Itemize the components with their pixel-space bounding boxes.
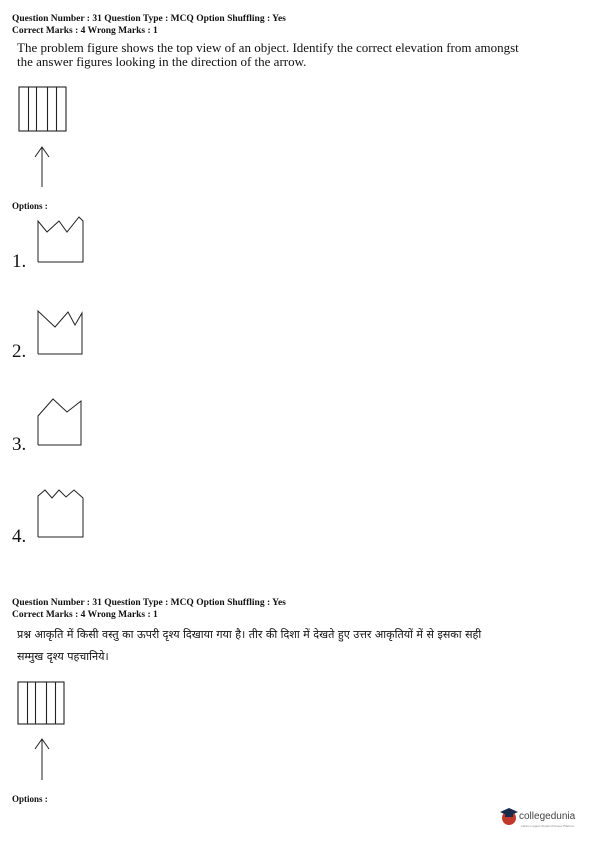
question-text-line1: The problem figure shows the top view of an object. Identify the correct elevation from amongst (17, 40, 519, 55)
question-meta-line2: Correct Marks : 4 Wrong Marks : 1 (12, 26, 158, 36)
logo-text: collegedunia (519, 811, 576, 822)
question-meta-line1: Question Number : 31 Question Type : MCQ Option Shuffling : Yes (12, 14, 286, 24)
question-meta-line1-hindi: Question Number : 31 Question Type : MCQ Option Shuffling : Yes (12, 598, 286, 608)
question-meta-line2-hindi: Correct Marks : 4 Wrong Marks : 1 (12, 610, 158, 620)
question-text-hindi-line1: प्रश्न आकृति में किसी वस्तु का ऊपरी दृश्य दिखाया गया है। तीर की दिशा में देखते हुए उत्तर आकृतियों में से इसका सही (17, 628, 482, 641)
option-4-number[interactable]: 4. (12, 526, 27, 547)
option-3-number[interactable]: 3. (12, 434, 27, 455)
options-label-hindi: Options : (12, 794, 48, 804)
options-label: Options : (12, 201, 48, 211)
option-1-number[interactable]: 1. (12, 251, 27, 272)
question-text-hindi-line2: सम्मुख दृश्य पहचानिये। (17, 650, 109, 663)
question-text-line2: the answer figures looking in the direction of the arrow. (17, 54, 307, 69)
option-2-number[interactable]: 2. (12, 341, 27, 362)
logo-tagline: India's Largest Student Review Platform (521, 824, 575, 828)
